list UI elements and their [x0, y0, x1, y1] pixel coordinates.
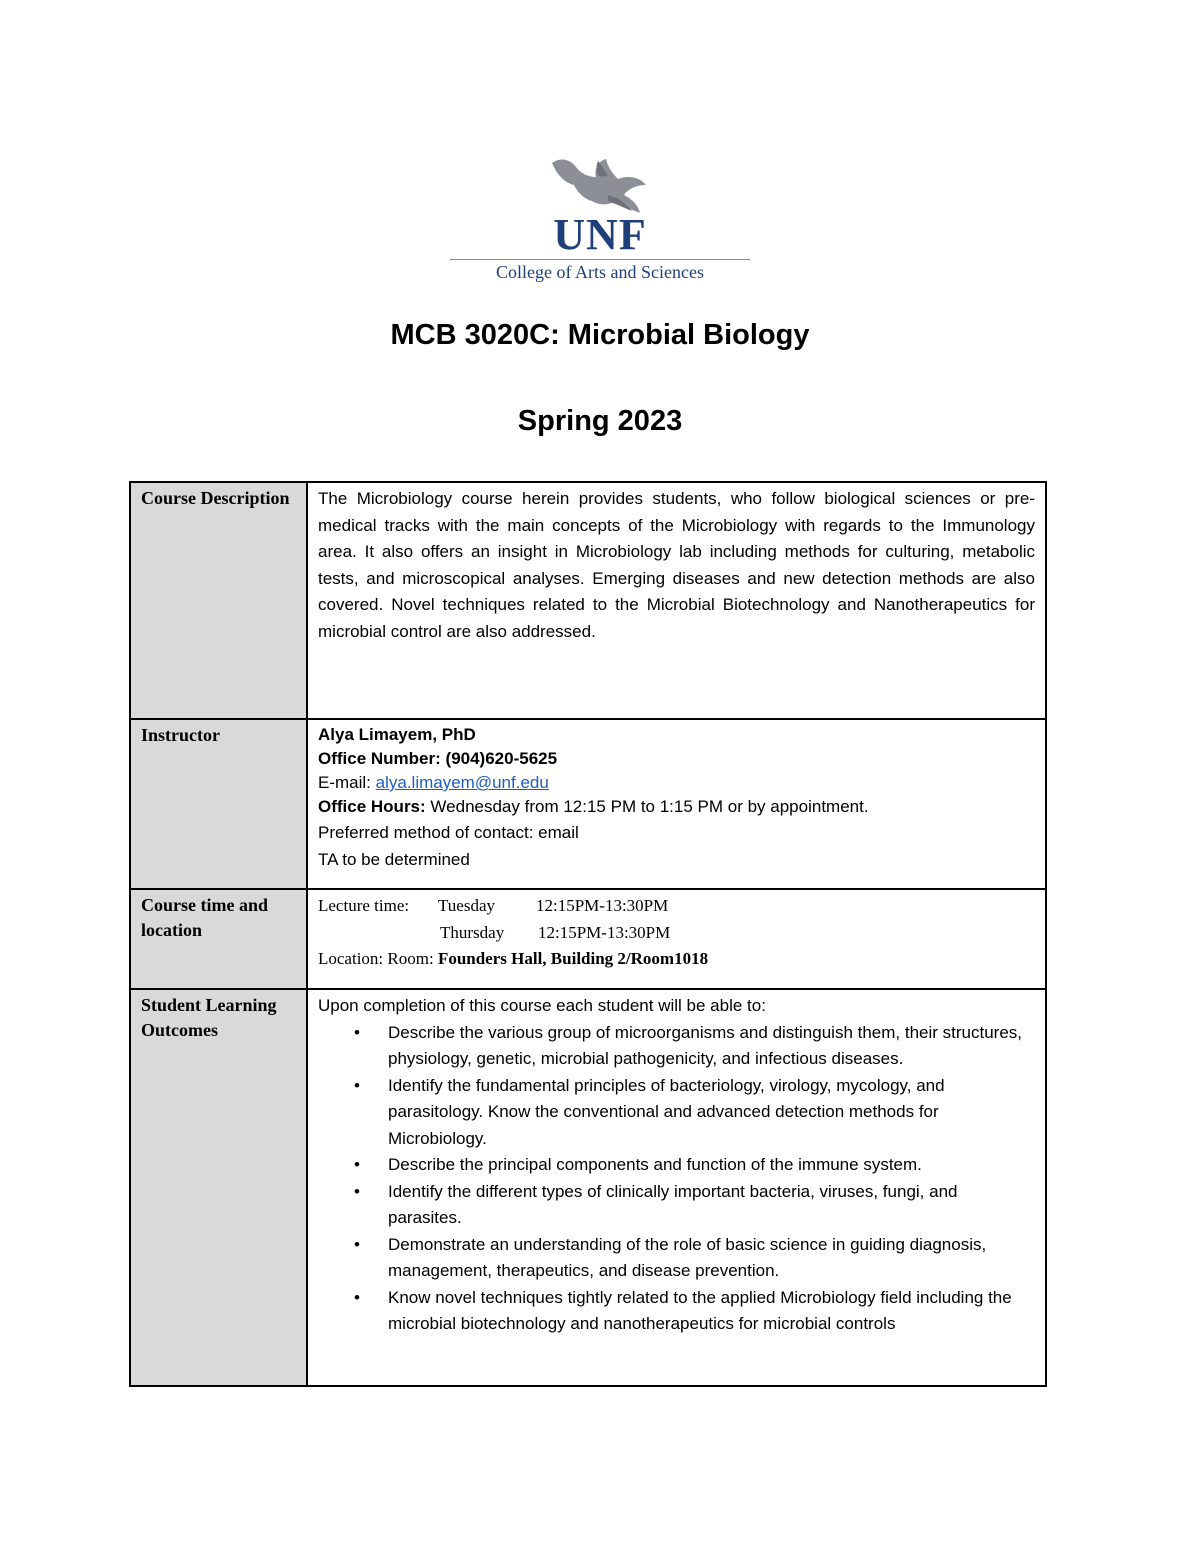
- row-label: Course time and location: [130, 889, 307, 989]
- row-label: Course Description: [130, 482, 307, 719]
- osprey-icon: [448, 155, 752, 217]
- lecture-time-2: 12:15PM-13:30PM: [538, 922, 671, 942]
- lecture-day-2: Thursday: [440, 922, 505, 942]
- course-title: MCB 3020C: Microbial Biology: [390, 319, 810, 351]
- office-hours-label: Office Hours:: [318, 797, 426, 816]
- outcomes-cell: [307, 989, 1046, 1386]
- syllabus-table: [129, 481, 1047, 1387]
- logo-college-text: College of Arts and Sciences: [496, 262, 704, 282]
- outcomes-list: [318, 1020, 1035, 1338]
- lecture-day-1: Tuesday: [438, 896, 495, 915]
- instructor-name: Alya Limayem, PhD: [318, 725, 476, 744]
- office-number-value: (904)620-5625: [445, 749, 558, 768]
- lecture-line-1: [318, 893, 1035, 920]
- list-item: • Know novel techniques tightly related to the applied Microbiology field including the microbial biotechnology and nanotherapeutics for microbial controls: [388, 1285, 1035, 1338]
- office-hours-value: Wednesday from 12:15 PM to 1:15 PM or by appointment.: [430, 797, 869, 816]
- preferred-contact: Preferred method of contact: email: [318, 823, 579, 842]
- location-value: Founders Hall, Building 2/Room1018: [437, 949, 709, 968]
- course-term: Spring 2023: [517, 405, 683, 437]
- lecture-time-1: 12:15PM-13:30PM: [536, 896, 669, 915]
- outcomes-intro: Upon completion of this course each student will be able to:: [318, 996, 766, 1015]
- table-row-instructor: [130, 719, 1046, 889]
- lecture-line-2: [318, 920, 1035, 947]
- email-link[interactable]: alya.limayem@unf.edu: [375, 773, 549, 792]
- course-description-text: The Microbiology course herein provides students, who follow biological sciences or pre-medical tracks with the main concepts of the Microbiology with regards to the Immunology area. It also offers an insight in Microbiology lab including methods for culturing, metabolic tests, and microscopical analyses. Emerging diseases and new detection methods are also covered. Novel techniques related to the Microbial Biotechnology and Nanotherapeutics for microbial control are also addressed.: [307, 482, 1046, 719]
- row-label: Instructor: [130, 719, 307, 889]
- time-location-cell: [307, 889, 1046, 989]
- email-line: [318, 771, 1035, 795]
- list-item: • Identify the different types of clinically important bacteria, viruses, fungi, and parasites.: [388, 1179, 1035, 1232]
- location-line: [318, 946, 1035, 973]
- table-row-description: [130, 482, 1046, 719]
- office-number-line: [318, 747, 1035, 771]
- office-hours-line: [318, 795, 1035, 819]
- list-item: • Describe the principal components and function of the immune system.: [388, 1152, 1035, 1179]
- list-item: • Describe the various group of microorganisms and distinguish them, their structures, physiology, genetic, microbial pathogenicity, and infectious diseases.: [388, 1020, 1035, 1073]
- office-number-label: Office Number:: [318, 749, 441, 768]
- lecture-label: Lecture time:: [318, 896, 410, 915]
- ta-line: TA to be determined: [318, 850, 470, 869]
- location-label: Location: Room:: [318, 949, 434, 968]
- row-label: Student Learning Outcomes: [130, 989, 307, 1386]
- logo-unf-text: UNF: [553, 210, 647, 259]
- unf-logo: [448, 155, 752, 290]
- list-item: • Identify the fundamental principles of bacteriology, virology, mycology, and parasitology. Know the conventional and advanced detection methods for Microbiology.: [388, 1073, 1035, 1153]
- table-row-outcomes: [130, 989, 1046, 1386]
- instructor-cell: [307, 719, 1046, 889]
- logo-divider: [450, 259, 750, 260]
- table-row-time-location: [130, 889, 1046, 989]
- list-item: • Demonstrate an understanding of the role of basic science in guiding diagnosis, management, therapeutics, and disease prevention.: [388, 1232, 1035, 1285]
- email-label: E-mail:: [318, 773, 371, 792]
